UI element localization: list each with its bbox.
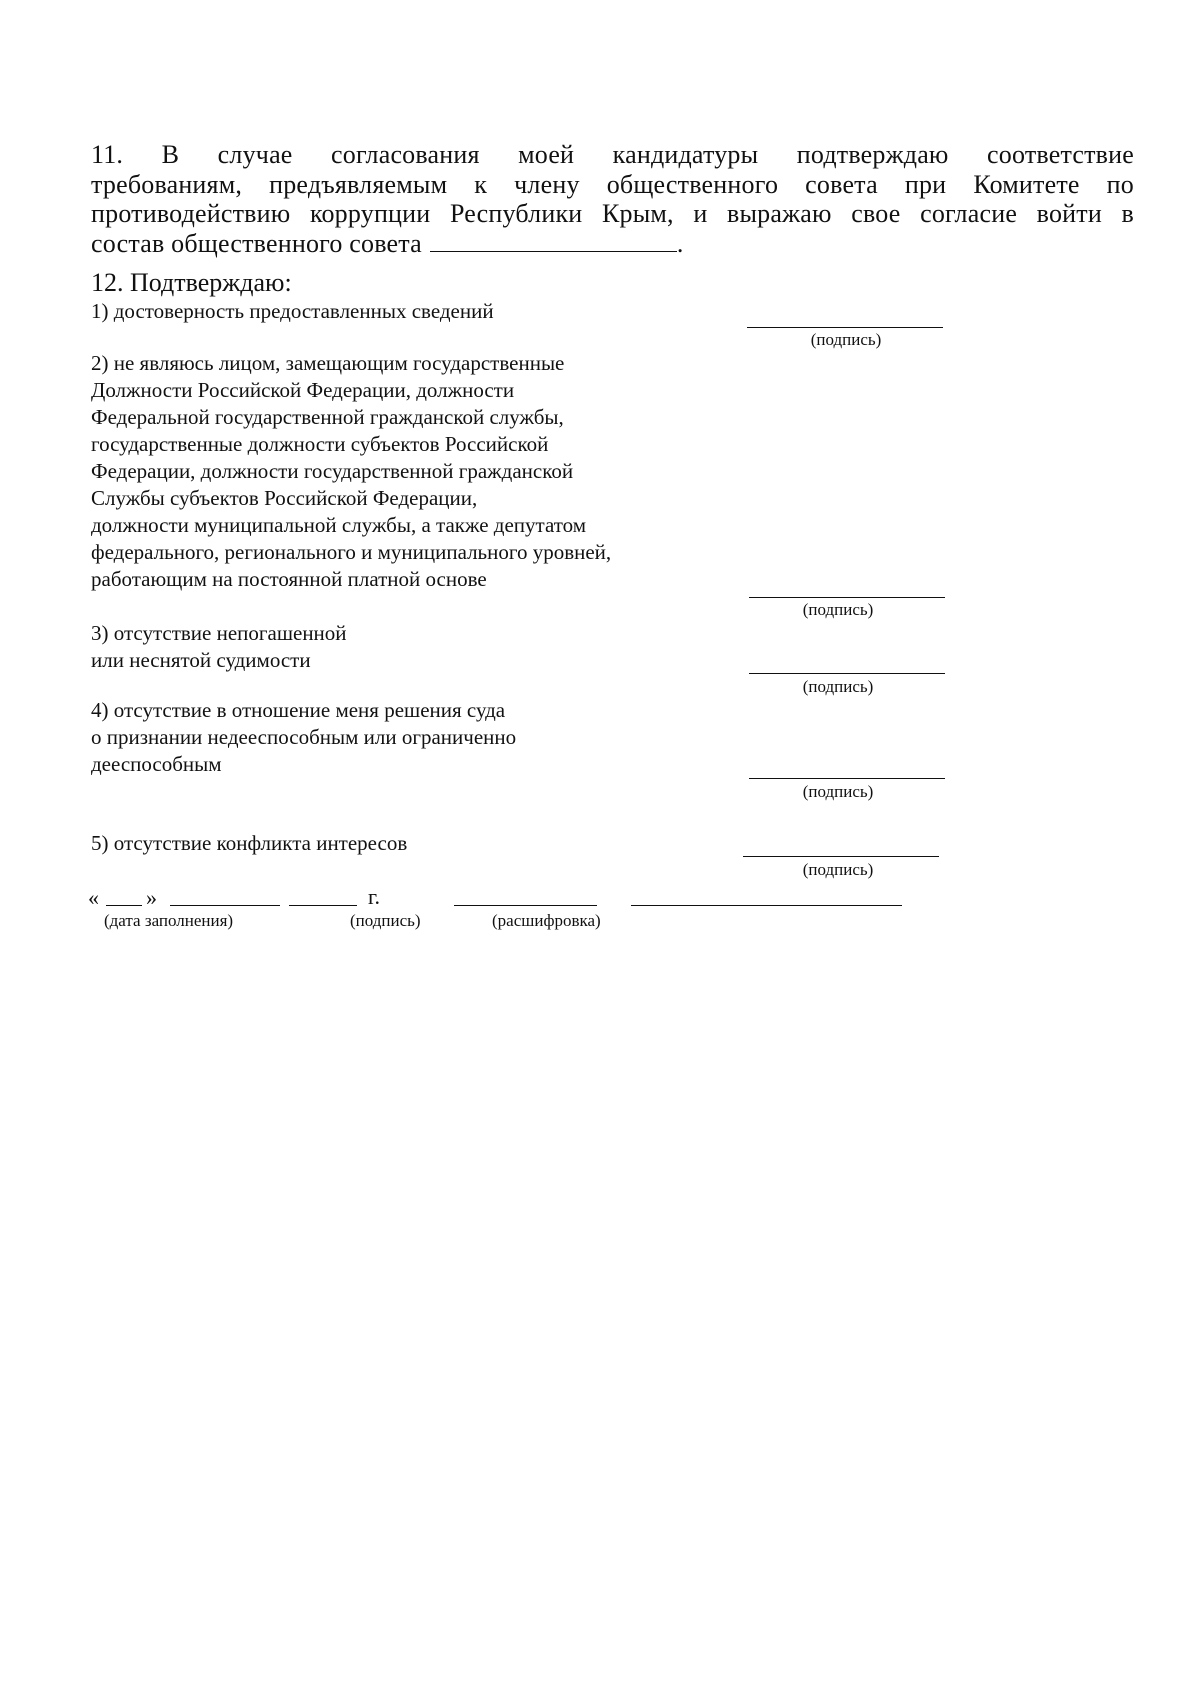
council-name-blank[interactable] [430, 229, 677, 252]
item-2-line: федерального, регионального и муниципального уровней, [91, 540, 612, 564]
item-2-line: работающим на постоянной платной основе [91, 567, 487, 591]
item-2-line: 2) не являюсь лицом, замещающим государственные [91, 351, 565, 375]
date-quote-open: « [88, 885, 99, 910]
section-11-line-1: 11. В случае согласования моей кандидатуры подтверждаю соответствие [91, 140, 1134, 169]
signature-caption-1: (подпись) [810, 330, 882, 349]
item-2-line: Федеральной государственной гражданской службы, [91, 405, 564, 429]
year-suffix: г. [368, 884, 381, 909]
footer-signature-blank[interactable] [454, 905, 597, 906]
signature-line-4[interactable] [749, 778, 945, 779]
signature-line-5[interactable] [743, 856, 939, 857]
signature-line-1[interactable] [747, 327, 943, 328]
signature-line-3[interactable] [749, 673, 945, 674]
item-2-line: Службы субъектов Российской Федерации, [91, 486, 478, 510]
item-2-line: Федерации, должности государственной гражданской [91, 459, 574, 483]
caption-signature: (подпись) [350, 911, 421, 930]
item-2-line: должности муниципальной службы, а также депутатом [91, 513, 587, 537]
item-5-line: 5) отсутствие конфликта интересов [91, 831, 408, 855]
footer-decoding-blank[interactable] [631, 905, 902, 906]
date-day-blank[interactable] [106, 905, 142, 906]
section-11-paragraph [91, 140, 1134, 258]
section-11-period: . [676, 228, 684, 258]
item-4-line: о признании недееспособным или ограниченно [91, 725, 517, 749]
section-11-line-2: требованиям, предъявляемым к члену общественного совета при Комитете по [91, 169, 1134, 199]
item-3-line: или неснятой судимости [91, 648, 311, 672]
section-11-line-3: противодействию коррупции Республики Крым, и выражаю свое согласие войти в [91, 199, 1134, 228]
section-11-line-4 [91, 229, 1134, 259]
signature-caption-5: (подпись) [802, 860, 874, 879]
signature-caption-2: (подпись) [802, 600, 874, 619]
date-year-blank[interactable] [289, 905, 357, 906]
item-1-line: 1) достоверность предоставленных сведений [91, 299, 494, 323]
item-2-line: Должности Российской Федерации, должности [91, 378, 515, 402]
signature-line-2[interactable] [749, 597, 945, 598]
confirm-item-1 [91, 298, 494, 325]
item-2-line: государственные должности субъектов Российской [91, 432, 549, 456]
confirm-item-3 [91, 620, 347, 674]
signature-caption-4: (подпись) [802, 782, 874, 801]
caption-decoding: (расшифровка) [492, 911, 601, 930]
item-3-line: 3) отсутствие непогашенной [91, 621, 347, 645]
item-4-line: дееспособным [91, 752, 222, 776]
confirm-item-2 [91, 350, 611, 593]
date-month-blank[interactable] [170, 905, 280, 906]
confirm-item-5 [91, 830, 407, 857]
confirm-item-4 [91, 697, 516, 778]
item-4-line: 4) отсутствие в отношение меня решения суда [91, 698, 506, 722]
date-quote-close: » [146, 885, 157, 910]
section-12-heading: 12. Подтверждаю: [91, 268, 292, 297]
section-11-line-4-text: состав общественного совета [91, 228, 422, 258]
caption-date: (дата заполнения) [104, 911, 234, 930]
signature-caption-3: (подпись) [802, 677, 874, 696]
